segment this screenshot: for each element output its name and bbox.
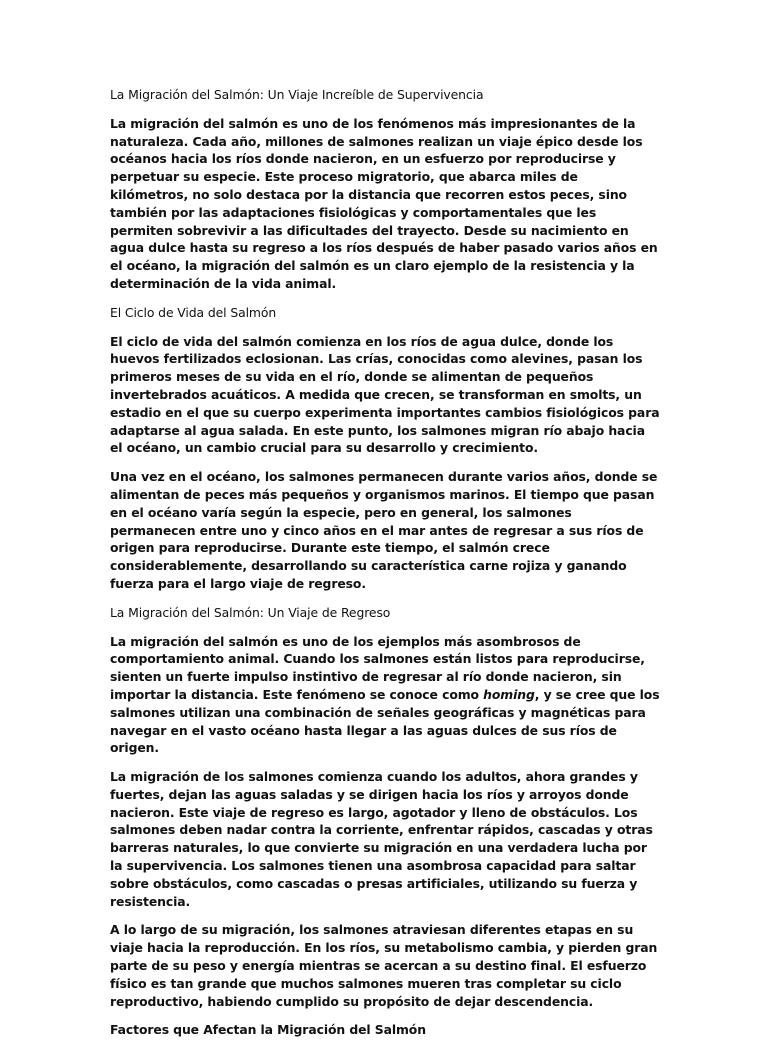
homing-term: homing <box>483 686 535 702</box>
life-cycle-paragraph-1: El ciclo de vida del salmón comienza en los ríos de agua dulce, donde los huevos fertilizados eclosionan. Las crías, conocidas como alevines, pasan los primeros meses de su vida en el río, donde se alimentan de pequeños invertebrados acuáticos. A medida que crecen, se transforman en smolts, un estadio en el que su cuerpo experimenta importantes cambios fisiológicos para adaptarse al agua salada. En este punto, los salmones migran río abajo hacia el océano, un cambio crucial para su desarrollo y crecimiento. <box>110 333 660 456</box>
intro-paragraph: La migración del salmón es uno de los fenómenos más impresionantes de la naturaleza. Cada año, millones de salmones realizan un viaje épico desde los océanos hacia los ríos donde nacieron, en un esfuerzo por reproducirse y perpetuar su especie. Este proceso migratorio, que abarca miles de kilómetros, no solo destaca por la distancia que recorren estos peces, sino también por las adaptaciones fisiológicas y comportamentales que les permiten sobrevivir a las dificultades del trayecto. Desde su nacimiento en agua dulce hasta su regreso a los ríos después de haber pasado varios años en el océano, la migración del salmón es un claro ejemplo de la resistencia y la determinación de la vida animal. <box>110 115 658 291</box>
return-journey-paragraph-2: La migración de los salmones comienza cuando los adultos, ahora grandes y fuertes, dejan las aguas saladas y se dirigen hacia los ríos y arroyos donde nacieron. Este viaje de regreso es largo, agotador y lleno de obstáculos. Los salmones deben nadar contra la corriente, enfrentar rápidos, cascadas y otras barreras naturales, lo que convierte su migración en una verdadera lucha por la supervivencia. Los salmones tienen una asombrosa capacidad para saltar sobre obstáculos, como cascadas o presas artificiales, utilizando su fuerza y resistencia. <box>110 769 653 909</box>
section-heading-factors: Factores que Afectan la Migración del Salmón <box>110 1022 426 1038</box>
return-journey-paragraph-1 <box>110 633 660 758</box>
return-journey-paragraph-3: A lo largo de su migración, los salmones atraviesan diferentes etapas en su viaje hacia la reproducción. En los ríos, su metabolismo cambia, y pierden gran parte de su peso y energía mientras se acercan a su destino final. El esfuerzo físico es tan grande que muchos salmones mueren tras completar su ciclo reproductivo, habiendo cumplido su propósito de dejar descendencia. <box>110 922 658 1009</box>
homing-text-after: , y se cree que los salmones utilizan una combinación de señales geográficas y magnéticas para navegar en el vasto océano hasta llegar a las aguas dulces de sus ríos de origen. <box>110 686 660 756</box>
document-title: La Migración del Salmón: Un Viaje Increíble de Supervivencia <box>110 87 484 102</box>
homing-text-before: La migración del salmón es uno de los ejemplos más asombrosos de comportamiento animal. Cuando los salmones están listos para reproducirse, sienten un fuerte impulso instintivo de regresar al río donde nacieron, sin importar la distancia. Este fenómeno se conoce como <box>110 633 645 702</box>
document-body <box>110 86 660 1050</box>
life-cycle-paragraph-2: Una vez en el océano, los salmones permanecen durante varios años, donde se alimentan de peces más pequeños y organismos marinos. El tiempo que pasan en el océano varía según la especie, pero en general, los salmones permanecen entre uno y cinco años en el mar antes de regresar a sus ríos de origen para reproducirse. Durante este tiempo, el salmón crece considerablemente, desarrollando su característica carne rojiza y ganando fuerza para el largo viaje de regreso. <box>110 469 658 591</box>
section-heading-return-journey: La Migración del Salmón: Un Viaje de Regreso <box>110 604 391 620</box>
section-heading-life-cycle: El Ciclo de Vida del Salmón <box>110 304 277 320</box>
